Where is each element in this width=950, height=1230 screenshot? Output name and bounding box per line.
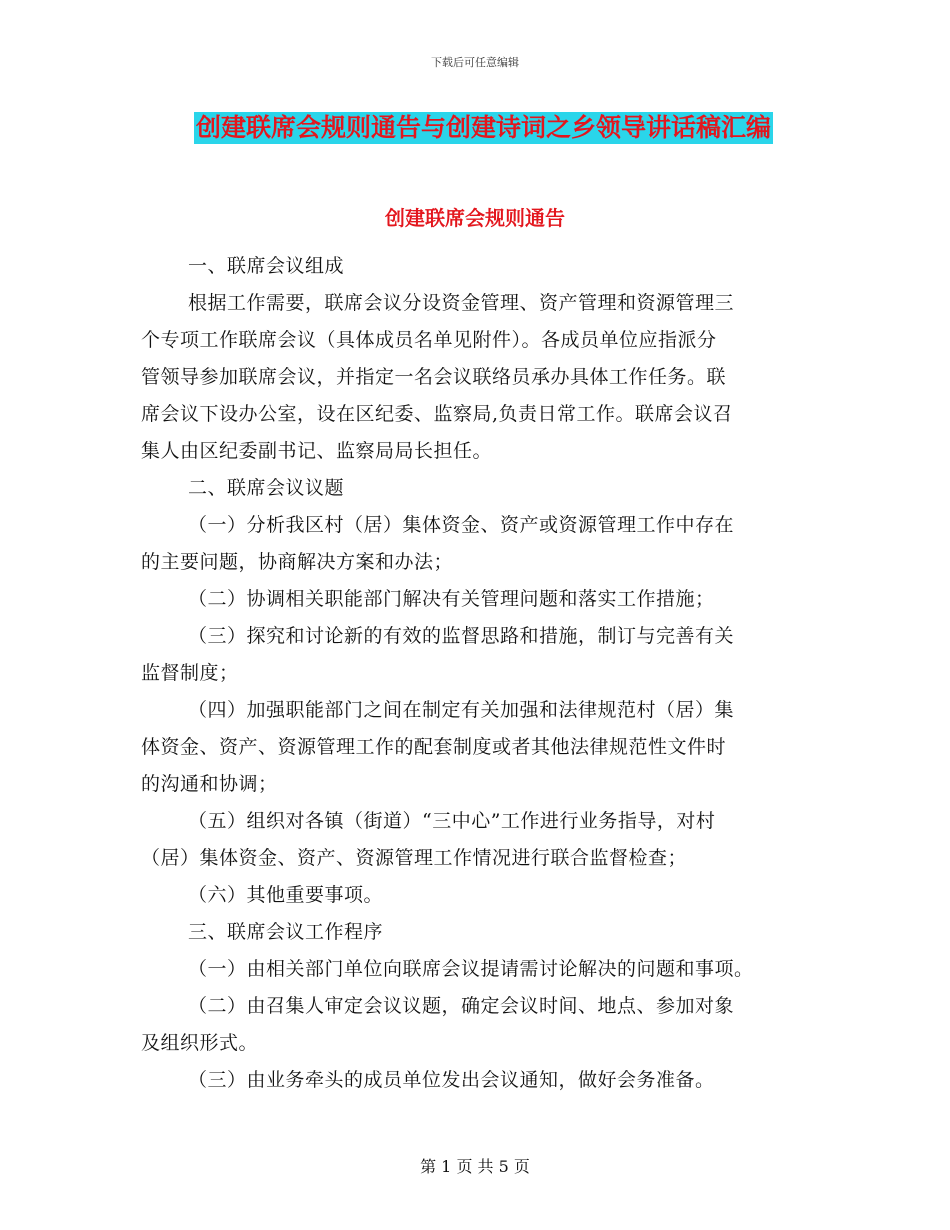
- paragraph-line: 集人由区纪委副书记、监察局局长担任。: [141, 440, 493, 462]
- paragraph-line: 及组织形式。: [141, 1032, 259, 1054]
- paragraph-line: 的沟通和协调；: [141, 773, 278, 795]
- paragraph-line: 体资金、资产、资源管理工作的配套制度或者其他法律规范性文件时: [141, 736, 727, 758]
- paragraph-line: 根据工作需要，联席会议分设资金管理、资产管理和资源管理三: [188, 292, 735, 314]
- paragraph-line: （二）协调相关职能部门解决有关管理问题和落实工作措施；: [188, 588, 715, 610]
- paragraph-line: （三）探究和讨论新的有效的监督思路和措施，制订与完善有关: [188, 625, 735, 647]
- paragraph-line: 管领导参加联席会议，并指定一名会议联络员承办具体工作任务。联: [141, 366, 727, 388]
- paragraph-line: 监督制度；: [141, 662, 239, 684]
- document-title: 创建联席会规则通告与创建诗词之乡领导讲话稿汇编: [196, 113, 772, 142]
- paragraph-line: 的主要问题，协商解决方案和办法；: [141, 551, 454, 573]
- heading-line: 二、联席会议议题: [188, 477, 345, 499]
- paragraph-line: （五）组织对各镇（街道）“三中心”工作进行业务指导，对村: [188, 810, 716, 832]
- section-title: 创建联席会规则通告: [385, 206, 565, 230]
- paragraph-line: （二）由召集人审定会议议题，确定会议时间、地点、参加对象: [188, 995, 735, 1017]
- paragraph-line: （居）集体资金、资产、资源管理工作情况进行联合监督检查；: [141, 847, 688, 869]
- paragraph-line: （一）由相关部门单位向联席会议提请需讨论解决的问题和事项。: [188, 958, 754, 980]
- heading-line: 一、联席会议组成: [188, 255, 345, 277]
- page-footer: 第 1 页 共 5 页: [420, 1157, 530, 1176]
- header-note: 下载后可任意编辑: [431, 56, 519, 69]
- paragraph-line: （六）其他重要事项。: [188, 884, 384, 906]
- paragraph-line: 个专项工作联席会议（具体成员名单见附件）。各成员单位应指派分: [141, 329, 717, 351]
- paragraph-line: （一）分析我区村（居）集体资金、资产或资源管理工作中存在: [188, 514, 735, 536]
- paragraph-line: （三）由业务牵头的成员单位发出会议通知，做好会务准备。: [188, 1069, 715, 1091]
- paragraph-line: （四）加强职能部门之间在制定有关加强和法律规范村（居）集: [188, 699, 735, 721]
- heading-line: 三、联席会议工作程序: [188, 921, 384, 943]
- paragraph-line: 席会议下设办公室，设在区纪委、监察局,负责日常工作。联席会议召: [141, 403, 733, 425]
